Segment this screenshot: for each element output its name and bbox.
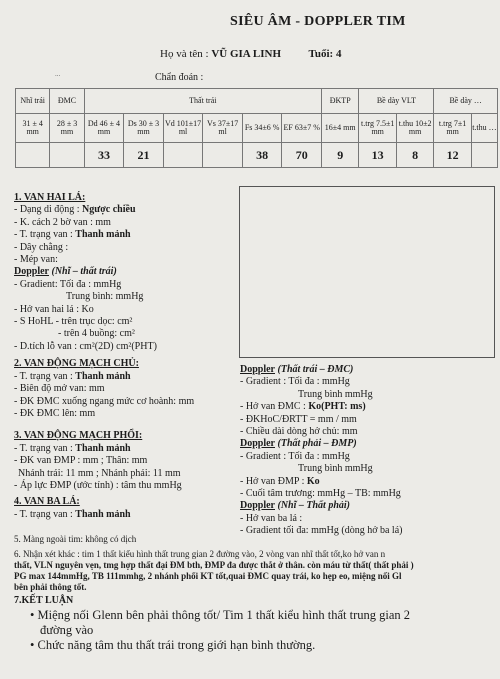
section-title: 1. VAN HAI LÁ:	[14, 192, 86, 203]
value-cell	[471, 143, 497, 168]
patient-age: 4	[335, 48, 342, 60]
norm-cell: Vs 37±17 ml	[203, 114, 243, 143]
norm-cell: t.trg 7.5±1 mm	[359, 114, 396, 143]
value-cell: 9	[321, 143, 358, 168]
other-findings	[14, 549, 414, 593]
faint-note: ...	[55, 70, 61, 78]
value-cell: 12	[434, 143, 471, 168]
text-line: thất, VLN nguyên vẹn, tmg hợp thất đại ĐM bth, ĐMP đa được thắt ở thân. còn máu từ thất( thất phải )	[14, 560, 414, 570]
norm-cell: Dd 46 ± 4 mm	[84, 114, 124, 143]
text-line: - Gradient tối đa: mmHg (dòng hở ba lá)	[240, 525, 403, 537]
text-line: bên phải thông tốt.	[14, 582, 87, 592]
value-cell: 38	[242, 143, 282, 168]
doppler-heading: Doppler (Nhĩ – thất trái)	[14, 266, 117, 278]
mitral-valve-section	[14, 192, 194, 521]
report-title: SIÊU ÂM - DOPPLER TIM	[230, 14, 406, 29]
value-cell	[50, 143, 84, 168]
text-line: - T. trạng van : Thanh mảnh	[14, 442, 131, 454]
diagnosis-label: Chẩn đoán :	[155, 72, 204, 83]
text-line: - ĐK van ĐMP : mm ; Thân: mm	[14, 455, 148, 467]
text-line: Trung bình mmHg	[298, 463, 373, 475]
doppler-heading: Doppler (Thất trái – ĐMC)	[240, 364, 354, 375]
norm-cell: t.thu 10±2 mm	[396, 114, 433, 143]
value-cell: 13	[359, 143, 396, 168]
hdr-aorta: ĐMC	[50, 89, 84, 114]
doppler-right-column	[240, 364, 402, 538]
text-line: - ĐKHoC/ĐRTT = mm / mm	[240, 413, 357, 425]
text-line: - Hở van hai lá : Ko	[14, 303, 94, 315]
hdr-dktp: ĐKTP	[321, 89, 358, 114]
text-line: - Mép van:	[14, 254, 58, 266]
norm-cell: 16±4 mm	[321, 114, 358, 143]
value-cell: 70	[282, 143, 322, 168]
value-cell	[203, 143, 243, 168]
text-line: PG max 144mmHg, TB 111mmhg, 2 nhánh phổi KT tốt,quai ĐMC quay trái, ko hẹp eo, miệng nối Gl	[14, 571, 402, 581]
patient-name: VŨ GIA LINH	[211, 48, 282, 60]
hdr-wall: Bề dày …	[434, 89, 498, 114]
text-line: Trung bình: mmHg	[66, 291, 144, 303]
value-cell	[163, 143, 203, 168]
text-line: - K. cách 2 bờ van : mm	[14, 216, 111, 228]
section-title: 3. VAN ĐỘNG MẠCH PHỔI:	[14, 430, 143, 442]
text-line: Nhánh trái: 11 mm ; Nhánh phải: 11 mm	[18, 467, 181, 479]
text-line: - trên 4 buồng: cm²	[58, 328, 135, 340]
norm-cell: 31 ± 4 mm	[16, 114, 50, 143]
age-label: Tuổi:	[308, 48, 334, 60]
norm-cell: Vd 101±17 ml	[163, 114, 203, 143]
hdr-left-atrium: Nhĩ trái	[16, 89, 50, 114]
text-line: - Hở van ĐMP : Ko	[240, 475, 320, 487]
text-line: - D.tích lỗ van : cm²(2D) cm²(PHT)	[14, 340, 157, 352]
norm-cell: Ds 30 ± 3 mm	[124, 114, 164, 143]
norm-cell: Fs 34±6 %	[242, 114, 282, 143]
text-line: - Gradient: Tối đa : mmHg	[14, 278, 122, 290]
text-line: 6. Nhận xét khác : tim 1 thất kiểu hình thất trung gian 2 đường vào, 2 vòng van nhĩ thất tốt,ko hở van n	[14, 549, 386, 559]
value-cell: 21	[124, 143, 164, 168]
measurement-table	[15, 88, 498, 168]
norm-cell: t.trg 7±1 mm	[434, 114, 471, 143]
value-cell: 8	[396, 143, 433, 168]
patient-line	[160, 48, 341, 60]
hdr-septum: Bề dày VLT	[359, 89, 434, 114]
text-line: - T. trạng van : Thanh mảnh	[14, 229, 131, 241]
section-title: 4. VAN BA LÁ:	[14, 496, 80, 508]
norm-cell: 28 ± 3 mm	[50, 114, 84, 143]
image-placeholder-box	[239, 186, 495, 358]
value-cell	[16, 143, 50, 168]
text-line: - ĐK ĐMC lên: mm	[14, 407, 96, 419]
text-line: Trung bình mmHg	[298, 388, 373, 400]
hdr-left-ventricle: Thất trái	[84, 89, 321, 114]
text-line: - Gradient : Tối đa : mmHg	[240, 450, 350, 462]
text-line: - Dạng di động : Ngược chiều	[14, 204, 136, 216]
name-label: Họ và tên :	[160, 48, 209, 60]
norm-cell: EF 63±7 %	[282, 114, 322, 143]
text-line: - Hở van ba lá :	[240, 512, 303, 524]
doppler-heading: Doppler (Nhĩ – Thất phải)	[240, 500, 351, 512]
text-line: - Hở van ĐMC : Ko(PHT: ms)	[240, 401, 366, 413]
text-line: - Áp lực ĐMP (ước tính) : tâm thu mmHg	[14, 479, 182, 491]
text-line: - T. trạng van : Thanh mảnh	[14, 508, 131, 520]
text-line: - ĐK ĐMC xuống ngang mức cơ hoành: mm	[14, 395, 195, 407]
text-line: - T. trạng van : Thanh mảnh	[14, 370, 131, 382]
text-line: - Dây chằng :	[14, 241, 69, 253]
norm-cell: t.thu …	[471, 114, 497, 143]
conclusion-body	[30, 608, 410, 653]
text-line: - Biên độ mở van: mm	[14, 383, 105, 395]
value-cell: 33	[84, 143, 124, 168]
conclusion-bullet: • Chức năng tâm thu thất trái trong giới hạn bình thường.	[30, 638, 316, 652]
section-title: 2. VAN ĐỘNG MẠCH CHỦ:	[14, 358, 139, 370]
text-line: - Chiều dài dòng hở chủ: mm	[240, 426, 358, 438]
conclusion-title: 7.KẾT LUẬN	[14, 595, 74, 606]
doppler-heading: Doppler (Thất phải – ĐMP)	[240, 438, 357, 450]
text-line: - S HoHL - trên trục dọc: cm²	[14, 316, 133, 328]
conclusion-bullet: • Miệng nối Glenn bên phải thông tốt/ Tim 1 thất kiểu hình thất trung gian 2	[30, 608, 411, 622]
conclusion-bullet-cont: đường vào	[40, 623, 94, 637]
text-line: - Gradient : Tối đa : mmHg	[240, 376, 350, 388]
pericardium-line: 5. Màng ngoài tim: không có dịch	[14, 534, 137, 544]
text-line: - Cuối tâm trương: mmHg – TB: mmHg	[240, 488, 401, 500]
